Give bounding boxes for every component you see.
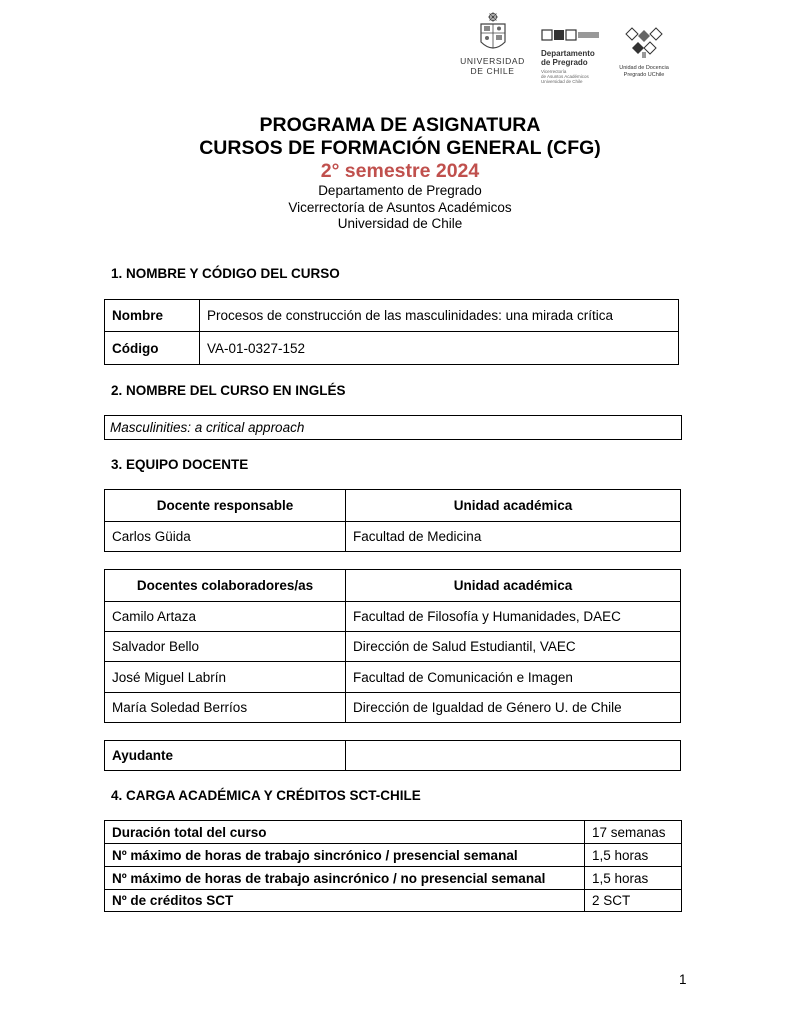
university-seal-icon <box>478 12 508 56</box>
section2-heading: 2. NOMBRE DEL CURSO EN INGLÉS <box>111 383 346 398</box>
row-label: Código <box>105 332 200 365</box>
department-line: Departamento de Pregrado <box>318 183 482 198</box>
english-name-table <box>104 415 682 440</box>
universidad-de-chile-logo <box>455 12 530 76</box>
table-row <box>105 693 681 723</box>
table-cell: Facultad de Filosofía y Humanidades, DAEC <box>346 602 681 632</box>
university-line: Universidad de Chile <box>337 216 463 231</box>
column-header: Unidad académica <box>346 570 681 602</box>
logo-dp-line2: de Pregrado <box>541 58 588 67</box>
table-row <box>105 867 682 890</box>
column-header: Docentes colaboradores/as <box>105 570 346 602</box>
ayudante-table <box>104 740 681 771</box>
table-cell: Facultad de Comunicación e Imagen <box>346 662 681 693</box>
course-code-value: VA-01-0327-152 <box>200 332 679 365</box>
table-row <box>105 602 681 632</box>
row-label: Nº de créditos SCT <box>105 890 585 912</box>
ayudante-label: Ayudante <box>105 741 346 771</box>
table-cell: Dirección de Salud Estudiantil, VAEC <box>346 632 681 662</box>
logo-ud-line2: Pregrado UChile <box>623 71 665 78</box>
table-row <box>105 632 681 662</box>
table-cell: Salvador Bello <box>105 632 346 662</box>
table-cell: Carlos Güida <box>105 522 346 552</box>
table-row <box>105 741 681 771</box>
row-value: 17 semanas <box>585 821 682 844</box>
logo-text-line1: UNIVERSIDAD <box>460 56 525 66</box>
english-name-value: Masculinities: a critical approach <box>105 416 682 440</box>
table-row <box>105 416 682 440</box>
course-name-value: Procesos de construcción de las masculinidades: una mirada crítica <box>200 300 679 332</box>
section4-heading: 4. CARGA ACADÉMICA Y CRÉDITOS SCT-CHILE <box>111 788 421 803</box>
table-row <box>105 522 681 552</box>
table-cell: Camilo Artaza <box>105 602 346 632</box>
table-cell: Facultad de Medicina <box>346 522 681 552</box>
page-subtitle: CURSOS DE FORMACIÓN GENERAL (CFG) <box>199 137 601 159</box>
table-row <box>105 332 679 365</box>
section1-heading: 1. NOMBRE Y CÓDIGO DEL CURSO <box>111 266 340 281</box>
unidad-shapes-icon <box>624 26 664 60</box>
carga-academica-table <box>104 820 682 912</box>
column-header: Docente responsable <box>105 490 346 522</box>
table-cell: José Miguel Labrín <box>105 662 346 693</box>
row-value: 1,5 horas <box>585 844 682 867</box>
table-header-row <box>105 490 681 522</box>
logo-dp-line1: Departamento <box>541 49 595 58</box>
table-row <box>105 890 682 912</box>
table-header-row <box>105 570 681 602</box>
unidad-docencia-logo <box>614 26 674 78</box>
table-row <box>105 821 682 844</box>
row-label: Nº máximo de horas de trabajo asincrónico / no presencial semanal <box>105 867 585 890</box>
section3-heading: 3. EQUIPO DOCENTE <box>111 457 249 472</box>
departamento-pregrado-logo <box>541 28 611 84</box>
logo-text-line2: DE CHILE <box>470 66 515 76</box>
table-row <box>105 844 682 867</box>
table-cell: Dirección de Igualdad de Género U. de Chile <box>346 693 681 723</box>
document-title-block <box>0 114 800 233</box>
column-header: Unidad académica <box>346 490 681 522</box>
ayudante-value <box>346 741 681 771</box>
responsable-table <box>104 489 681 552</box>
row-value: 2 SCT <box>585 890 682 912</box>
logo-dp-small3: Universidad de Chile <box>541 79 583 84</box>
row-value: 1,5 horas <box>585 867 682 890</box>
table-row <box>105 662 681 693</box>
page-number: 1 <box>679 972 687 987</box>
colaboradores-table <box>104 569 681 723</box>
table-cell: María Soledad Berríos <box>105 693 346 723</box>
departamento-squares-icon <box>541 29 601 41</box>
page-title: PROGRAMA DE ASIGNATURA <box>259 114 541 136</box>
logo-dp-small1: Vicerrectoría <box>541 69 567 74</box>
course-name-table <box>104 299 679 365</box>
row-label: Nombre <box>105 300 200 332</box>
logo-ud-line1: Unidad de Docencia <box>619 65 669 71</box>
table-row <box>105 300 679 332</box>
logo-dp-small2: de Asuntos Académicos <box>541 74 589 79</box>
semester-label: 2° semestre 2024 <box>320 160 480 182</box>
row-label: Nº máximo de horas de trabajo sincrónico / presencial semanal <box>105 844 585 867</box>
row-label: Duración total del curso <box>105 821 585 844</box>
vicerrectoria-line: Vicerrectoría de Asuntos Académicos <box>288 199 512 215</box>
